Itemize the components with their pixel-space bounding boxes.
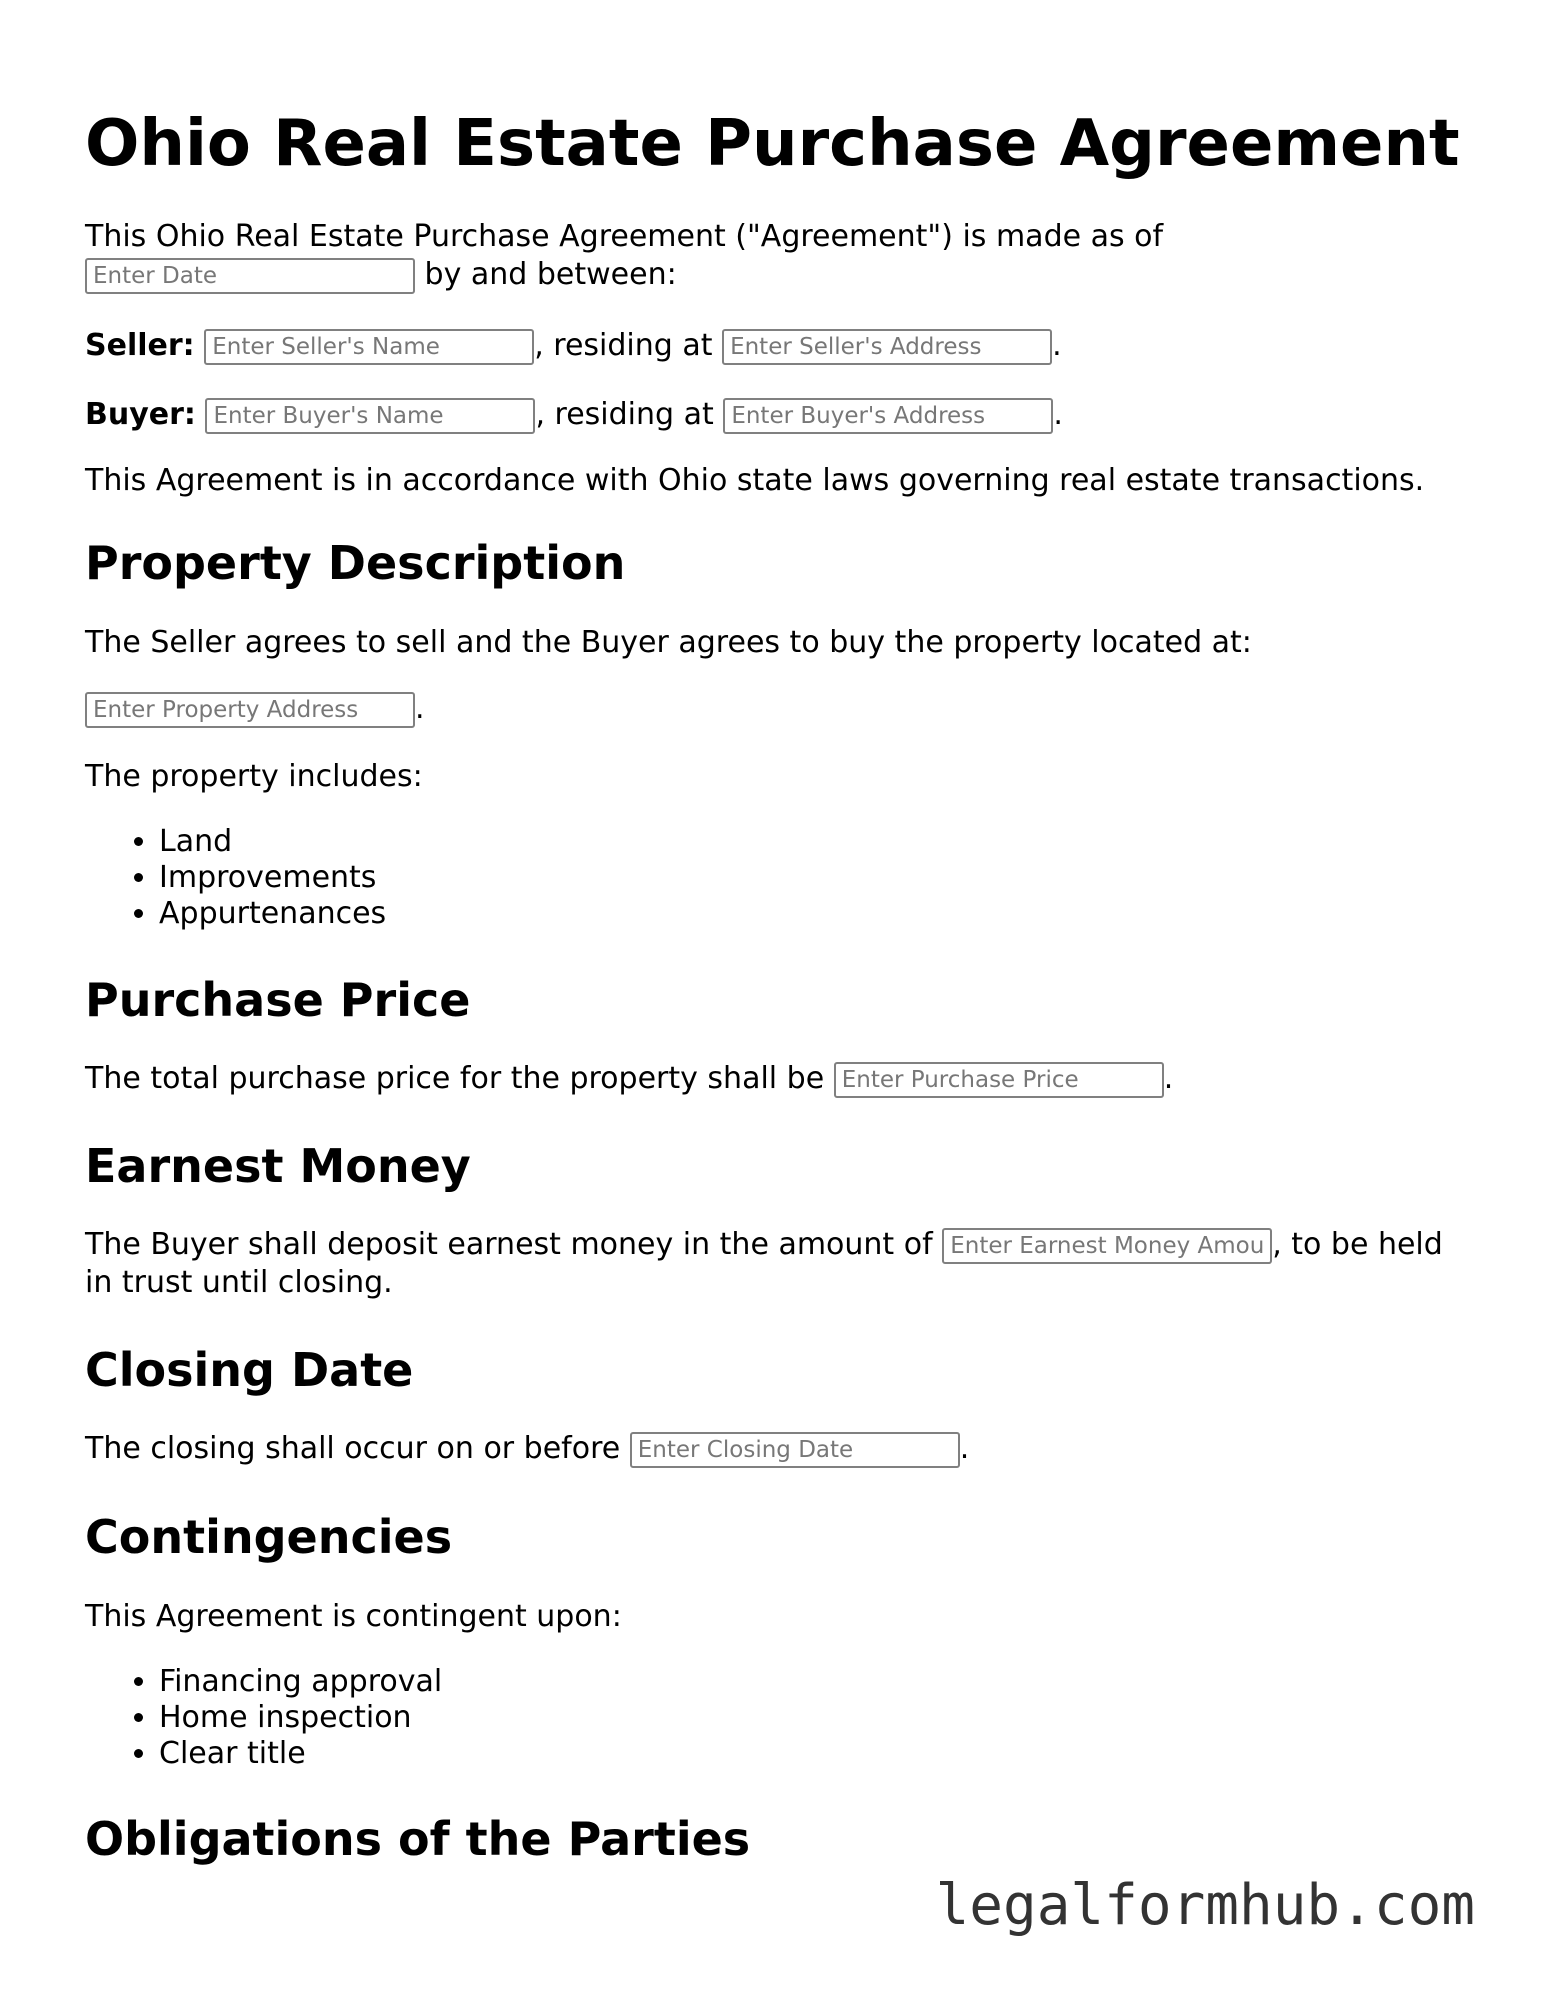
- seller-line-end: .: [1052, 328, 1062, 363]
- seller-residing-text: , residing at: [534, 328, 713, 363]
- list-item: • Appurtenances: [159, 896, 386, 932]
- contingencies-text: This Agreement is contingent upon:: [85, 1599, 622, 1634]
- purchase-price-input[interactable]: [834, 1062, 1164, 1098]
- closing-date-line: [85, 1430, 969, 1468]
- buyer-residing-text: , residing at: [535, 397, 714, 432]
- purchase-price-text: The total purchase price for the property shall be: [85, 1061, 825, 1096]
- earnest-money-paragraph: [85, 1226, 1475, 1302]
- property-includes-text: The property includes:: [85, 759, 423, 794]
- closing-date-heading: Closing Date: [85, 1343, 414, 1397]
- closing-date-text: The closing shall occur on or before: [85, 1431, 621, 1466]
- buyer-name-input[interactable]: [205, 398, 535, 434]
- list-item: • Financing approval: [159, 1664, 442, 1700]
- property-includes-list: [85, 824, 386, 932]
- purchase-price-line: [85, 1060, 1173, 1098]
- buyer-label: Buyer:: [85, 397, 196, 432]
- contingencies-list: [85, 1664, 442, 1772]
- closing-date-end: .: [959, 1431, 970, 1466]
- purchase-price-end: .: [1163, 1061, 1174, 1096]
- seller-line: [85, 327, 1062, 365]
- property-heading: Property Description: [85, 536, 626, 590]
- laws-statement: This Agreement is in accordance with Ohio state laws governing real estate transactions.: [85, 463, 1425, 498]
- intro-text-after: by and between:: [424, 257, 677, 292]
- buyer-address-input[interactable]: [723, 398, 1053, 434]
- watermark: legalformhub.com: [935, 1873, 1475, 1938]
- seller-label: Seller:: [85, 328, 195, 363]
- earnest-money-input[interactable]: [942, 1228, 1272, 1264]
- list-item: • Land: [159, 824, 386, 860]
- property-address-input[interactable]: [85, 692, 415, 728]
- agreement-date-input[interactable]: [85, 258, 415, 294]
- property-address-end: .: [415, 691, 425, 726]
- property-text: The Seller agrees to sell and the Buyer agrees to buy the property located at:: [85, 625, 1252, 660]
- list-item: • Clear title: [159, 1736, 442, 1772]
- intro-paragraph: [85, 218, 1475, 294]
- seller-address-input[interactable]: [722, 329, 1052, 365]
- closing-date-input[interactable]: [630, 1432, 960, 1468]
- purchase-price-heading: Purchase Price: [85, 973, 471, 1027]
- intro-text-before: This Ohio Real Estate Purchase Agreement ("Agreement") is made as of: [85, 219, 1164, 254]
- property-address-line: [85, 690, 425, 728]
- buyer-line: [85, 396, 1063, 434]
- seller-name-input[interactable]: [204, 329, 534, 365]
- document-title: Ohio Real Estate Purchase Agreement: [85, 107, 1460, 181]
- earnest-money-text-before: The Buyer shall deposit earnest money in the amount of: [85, 1227, 933, 1262]
- list-item: • Home inspection: [159, 1700, 442, 1736]
- buyer-line-end: .: [1053, 397, 1063, 432]
- earnest-money-text-after: , to be held in trust until closing.: [85, 1227, 1443, 1300]
- list-item: • Improvements: [159, 860, 386, 896]
- obligations-heading: Obligations of the Parties: [85, 1812, 751, 1866]
- earnest-money-heading: Earnest Money: [85, 1139, 471, 1193]
- contingencies-heading: Contingencies: [85, 1510, 453, 1564]
